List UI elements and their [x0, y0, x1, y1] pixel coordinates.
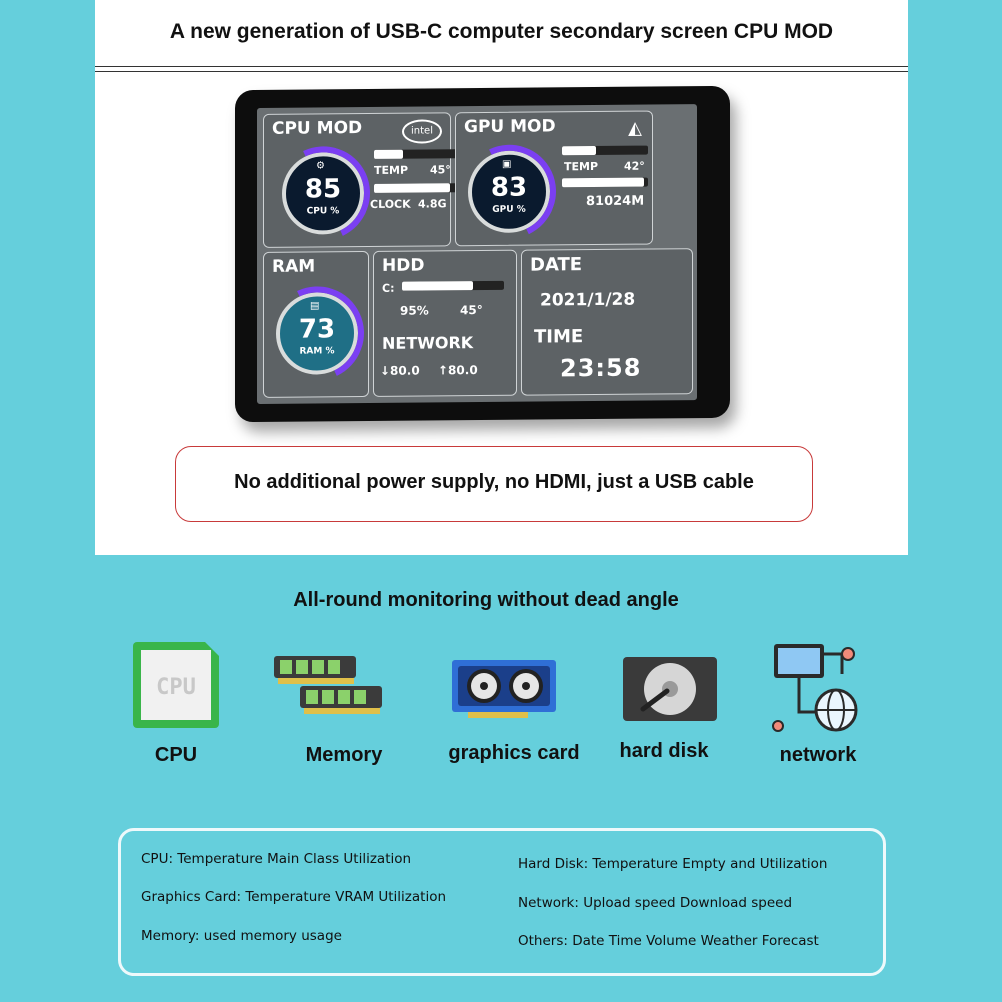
top-panel: [95, 0, 908, 555]
gear-icon: ⚙: [316, 160, 325, 172]
gpu-title: GPU MOD: [464, 116, 556, 138]
intel-logo-icon: intel: [402, 119, 442, 143]
hdd-title: HDD: [382, 255, 425, 276]
gpu-tile: [455, 111, 653, 247]
memory-stick-icon: [272, 652, 384, 727]
cpu-gauge: [282, 152, 364, 235]
feature-label-cpu: CPU: [154, 744, 198, 766]
cpu-chip-icon: [133, 642, 219, 733]
cpu-clock-value: 4.8G: [418, 197, 447, 211]
cpu-temp-label: TEMP: [374, 163, 409, 177]
network-icon: [772, 642, 860, 739]
gpu-vram-bar: [562, 178, 648, 188]
memory-chip-icon: ▤: [310, 300, 320, 312]
gpu-value: 83: [490, 172, 528, 203]
usb-callout: [175, 446, 813, 522]
hdd-usage-bar: [402, 281, 504, 291]
cpu-temp-fill: [374, 150, 403, 159]
cpu-value-label: CPU %: [306, 206, 340, 217]
gpu-value-label: GPU %: [492, 204, 526, 215]
gpu-chip-icon: ▣: [502, 158, 512, 170]
ram-value: 73: [298, 314, 336, 345]
date-value: 2021/1/28: [540, 289, 636, 311]
feature-label-memory: Memory: [305, 744, 383, 766]
device-screen: [257, 104, 697, 404]
cpu-chip-text: CPU: [156, 675, 196, 700]
time-title: TIME: [534, 326, 584, 348]
gpu-temp-bar: [562, 146, 648, 156]
hdd-used-value: 95%: [400, 303, 429, 318]
cpu-title: CPU MOD: [272, 118, 363, 139]
secondary-screen-device: [235, 86, 730, 422]
info-hard-disk: Hard Disk: Temperature Empty and Utilization: [518, 856, 828, 872]
headline: A new generation of USB-C computer secondary screen CPU MOD: [169, 20, 834, 43]
cpu-value: 85: [304, 174, 342, 205]
time-value: 23:58: [560, 353, 642, 383]
network-title: NETWORK: [382, 333, 474, 353]
cpu-clock-bar: [374, 183, 458, 193]
info-others: Others: Date Time Volume Weather Forecast: [518, 933, 819, 949]
cpu-clock-label: CLOCK: [370, 197, 411, 211]
ram-gauge: [276, 292, 358, 375]
gpu-vram-fill: [562, 178, 644, 188]
ram-tile: [263, 251, 369, 398]
rog-logo-icon: ◭: [628, 117, 642, 139]
graphics-card-icon: [452, 660, 560, 727]
date-title: DATE: [530, 254, 583, 276]
gpu-temp-value: 42°: [624, 159, 645, 173]
network-upload: ↑80.0: [438, 363, 478, 378]
ram-title: RAM: [272, 256, 316, 277]
feature-info-box: [118, 828, 886, 976]
hdd-usage-fill: [402, 281, 473, 291]
gpu-temp-fill: [562, 146, 596, 155]
ram-value-label: RAM %: [299, 346, 335, 357]
cpu-tile: [263, 112, 451, 248]
info-network: Network: Upload speed Download speed: [518, 895, 793, 911]
hdd-drive-label: C:: [382, 281, 395, 295]
info-graphics-card: Graphics Card: Temperature VRAM Utilization: [141, 889, 447, 905]
info-cpu: CPU: Temperature Main Class Utilization: [141, 851, 412, 867]
datetime-tile: [521, 248, 693, 396]
network-download: ↓80.0: [380, 363, 420, 378]
hdd-network-tile: [373, 250, 517, 397]
cpu-temp-bar: [374, 149, 458, 159]
hdd-temp-value: 45°: [460, 302, 483, 318]
subhead: All-round monitoring without dead angle: [293, 589, 679, 611]
callout-text: No additional power supply, no HDMI, just a USB cable: [234, 471, 754, 493]
gpu-temp-label: TEMP: [564, 159, 599, 174]
cpu-temp-value: 45°: [430, 163, 451, 177]
gpu-gauge: [468, 150, 550, 233]
feature-label-network: network: [779, 744, 857, 766]
feature-label-hard-disk: hard disk: [619, 740, 709, 762]
info-memory: Memory: used memory usage: [141, 928, 342, 944]
feature-label-graphics-card: graphics card: [448, 742, 580, 764]
gpu-vram-value: 81024M: [586, 193, 645, 210]
divider: [95, 66, 908, 72]
hard-disk-icon: [623, 657, 719, 728]
cpu-clock-fill: [374, 183, 450, 193]
